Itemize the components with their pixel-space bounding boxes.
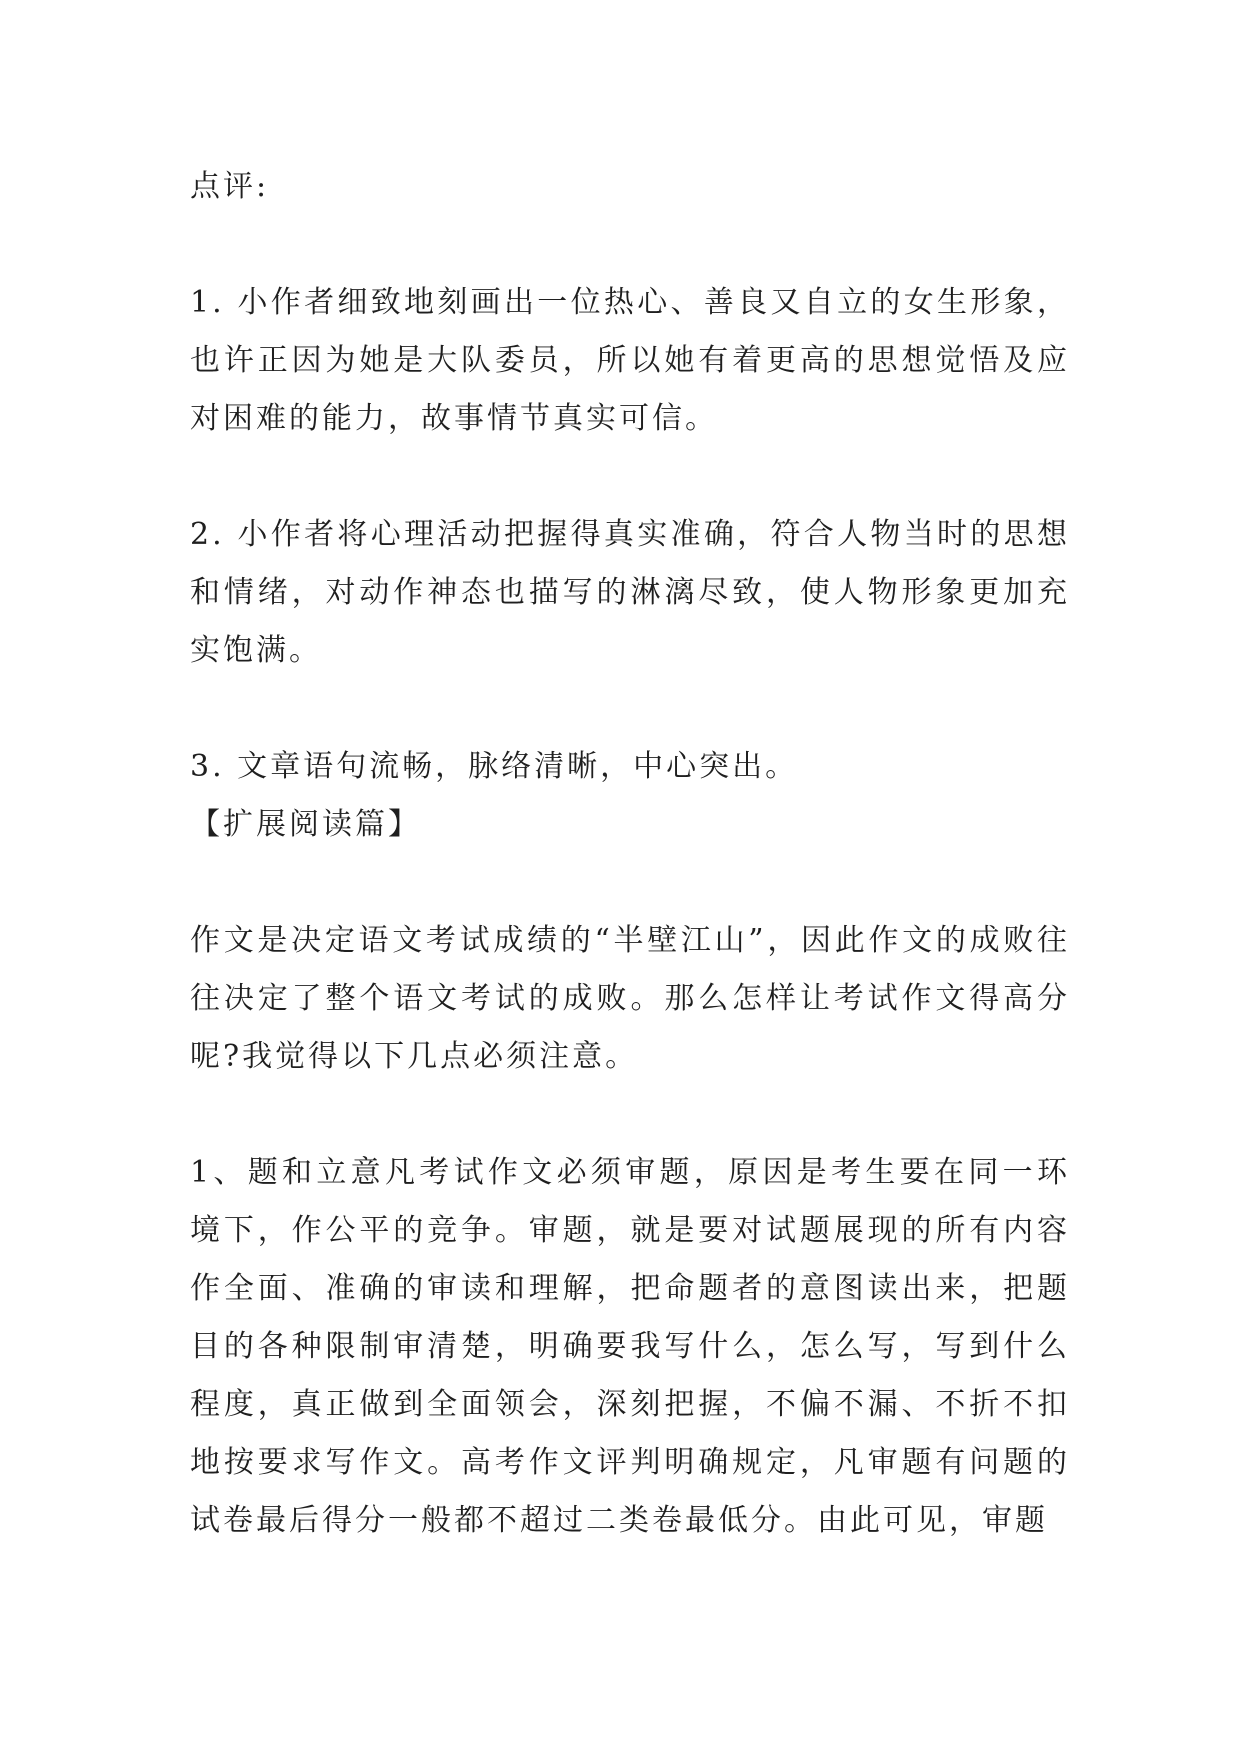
paragraph-gap: [190, 1086, 1070, 1144]
paragraph-gap: [190, 216, 1070, 274]
paragraph-gap: [190, 854, 1070, 912]
paragraph-gap: [190, 680, 1070, 738]
document-body: [190, 158, 1070, 1550]
intro-paragraph: 作文是决定语文考试成绩的“半壁江山”，因此作文的成败往往决定了整个语文考试的成败。那么怎样让考试作文得高分呢?我觉得以下几点必须注意。: [190, 923, 1070, 1074]
point-1-paragraph: 1、题和立意凡考试作文必须审题，原因是考生要在同一环境下，作公平的竞争。审题，就是要对试题展现的所有内容作全面、准确的审读和理解，把命题者的意图读出来，把题目的各种限制审清楚，明确要我写什么，怎么写，写到什么程度，真正做到全面领会，深刻把握，不偏不漏、不折不扣地按要求写作文。高考作文评判明确规定，凡审题有问题的试卷最后得分一般都不超过二类卷最低分。由此可见，审题: [190, 1155, 1070, 1538]
review-heading: 点评:: [190, 169, 270, 204]
review-item-1: 1. 小作者细致地刻画出一位热心、善良又自立的女生形象，也许正因为她是大队委员，所以她有着更高的思想觉悟及应对困难的能力，故事情节真实可信。: [190, 285, 1070, 436]
review-item-2: 2. 小作者将心理活动把握得真实准确，符合人物当时的思想和情绪，对动作神态也描写的淋漓尽致，使人物形象更加充实饱满。: [190, 517, 1070, 668]
paragraph-gap: [190, 448, 1070, 506]
section-title: 【扩展阅读篇】: [190, 807, 421, 842]
review-item-3: 3. 文章语句流畅，脉络清晰，中心突出。: [190, 749, 799, 784]
